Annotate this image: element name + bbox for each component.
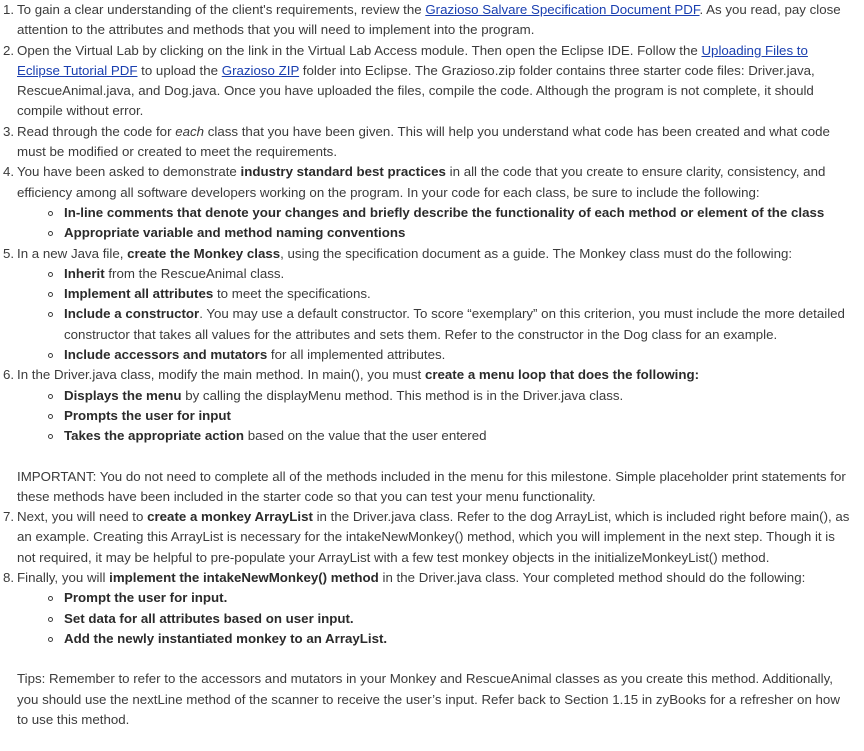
step-text: to upload the (137, 62, 222, 78)
step-3 (0, 122, 854, 163)
bold-text: Inherit (64, 265, 105, 281)
bold-text: Include a constructor (64, 306, 200, 322)
specification-document-link[interactable]: Grazioso Salvare Specification Document PDF (425, 2, 700, 17)
bold-text: Implement all attributes (64, 286, 214, 302)
bold-text: Include accessors and mutators (64, 347, 268, 363)
step-text: Open the Virtual Lab by clicking on the link in the Virtual Lab Access module. Then open the Eclipse IDE. Follow the (17, 42, 702, 58)
step-text: Next, you will need to (17, 509, 148, 525)
bullet-icon (48, 414, 53, 419)
eclipse-tutorial-link[interactable]: Uploading Files to Eclipse Tutorial PDF (17, 42, 808, 78)
bullet-icon (48, 617, 53, 622)
bold-text: create a monkey ArrayList (147, 509, 313, 525)
sub-item (47, 406, 854, 426)
step-number: 2. (3, 42, 15, 58)
step-number: 7. (3, 509, 15, 525)
step-text: in the Driver.java class. Your completed method should do the following: (378, 570, 806, 586)
step-text: Finally, you will (17, 570, 110, 586)
bullet-icon (48, 353, 53, 358)
step-text: in all the code that you create to ensure clarity, consistency, and efficiency among all software developers working on the program. In your code for each class, be sure to include the following: (17, 164, 826, 200)
step-number: 3. (3, 123, 15, 139)
sub-text: . You may use a default constructor. To score “exemplary” on this criterion, you must include the more detailed constructor that takes all values for the attributes and sets them. Refer to the constructor in the Dog class for an example. (64, 306, 845, 342)
step-text: In a new Java file, (17, 245, 128, 261)
step-text: Read through the code for (17, 123, 176, 139)
step-text: in the Driver.java class. Refer to the dog ArrayList, which is included right before main(), as an example. Creating this ArrayList is necessary for the intakeNewMonkey() method, which you will implement in the next step. Though it is not required, it may be helpful to pre-populate your ArrayList with a few test monkey objects in the initializeMonkeyList() method. (17, 509, 850, 565)
step-4 (0, 162, 854, 243)
sub-text: to meet the specifications. (213, 286, 371, 302)
sub-item (47, 629, 854, 649)
bold-text: Takes the appropriate action (64, 428, 245, 444)
sub-item (47, 588, 854, 608)
sub-item (47, 609, 854, 629)
bold-text: create a menu loop that does the following: (424, 367, 700, 383)
bold-text: create the Monkey class (127, 245, 281, 261)
step-text: class that you have been given. This will help you understand what code has been created and what code must be modified or created to meet the requirements. (17, 123, 830, 160)
bold-text: implement the intakeNewMonkey() method (109, 570, 379, 586)
sub-item (47, 203, 854, 223)
emphasis-text: each (175, 123, 205, 139)
step-text: folder into Eclipse. The Grazioso.zip folder contains three starter code files: Driver.java, RescueAnimal.java, and Dog.java. Once you have uploaded the files, compile the code. Although the program is not complete, it should compile without error. (17, 62, 815, 119)
sub-list (17, 264, 854, 365)
step-1 (0, 0, 854, 41)
sub-item (47, 345, 854, 365)
sub-text: based on the value that the user entered (244, 428, 487, 444)
bullet-icon (48, 272, 53, 277)
bullet-icon (48, 394, 53, 399)
bullet-icon (48, 637, 53, 642)
step-number: 1. (3, 2, 15, 17)
bullet-icon (48, 292, 53, 297)
bullet-icon (48, 596, 53, 601)
bullet-icon (48, 312, 53, 317)
step-6 (0, 365, 854, 507)
important-note: IMPORTANT: You do not need to complete all of the methods included in the menu for this milestone. Simple placeholder print statements for these methods have been included in the starter code so that you can test your menu functionality. (17, 468, 846, 504)
bullet-icon (48, 231, 53, 236)
sub-list (17, 588, 854, 649)
grazioso-zip-link[interactable]: Grazioso ZIP (221, 62, 300, 78)
bold-text: Appropriate variable and method naming conventions (64, 225, 406, 241)
sub-item (47, 426, 854, 446)
bold-text: Set data for all attributes based on user input. (64, 610, 354, 626)
bullet-icon (48, 211, 53, 216)
step-number: 6. (3, 367, 15, 383)
step-text: You have been asked to demonstrate (17, 164, 241, 180)
step-7 (0, 507, 854, 568)
step-number: 5. (3, 245, 15, 261)
sub-text: by calling the displayMenu method. This method is in the Driver.java class. (181, 387, 624, 403)
bold-text: Add the newly instantiated monkey to an ArrayList. (64, 630, 388, 646)
sub-item (47, 386, 854, 406)
sub-text: from the RescueAnimal class. (104, 265, 285, 281)
step-text: To gain a clear understanding of the client's requirements, review the (17, 2, 426, 17)
sub-item (47, 304, 854, 345)
sub-item (47, 264, 854, 284)
step-number: 4. (3, 164, 15, 180)
bullet-icon (48, 434, 53, 439)
sub-list (17, 386, 854, 447)
sub-list (17, 203, 854, 244)
step-text: , using the specification document as a guide. The Monkey class must do the following: (280, 245, 793, 261)
step-text: . As you read, pay close attention to the attributes and methods that you will need to implement into the program. (17, 2, 841, 38)
sub-item (47, 284, 854, 304)
sub-text: for all implemented attributes. (267, 347, 446, 363)
bold-text: Prompt the user for input. (64, 590, 228, 606)
step-number: 8. (3, 570, 15, 586)
bold-text: In-line comments that denote your changes and briefly describe the functionality of each method or element of the class (64, 204, 825, 220)
bold-text: industry standard best practices (240, 164, 446, 180)
bold-text: Displays the menu (64, 387, 182, 403)
bold-text: Prompts the user for input (64, 407, 231, 423)
sub-item (47, 223, 854, 243)
step-text: In the Driver.java class, modify the main method. In main(), you must (17, 367, 425, 383)
step-8 (0, 568, 854, 730)
step-5 (0, 244, 854, 366)
tips-note: Tips: Remember to refer to the accessors and mutators in your Monkey and RescueAnimal classes as you create this method. Additionally, you should use the nextLine method of the scanner to receive the user’s input. Refer back to Section 1.15 in zyBooks for a refresher on how to use this method. (17, 671, 840, 727)
step-2 (0, 41, 854, 122)
